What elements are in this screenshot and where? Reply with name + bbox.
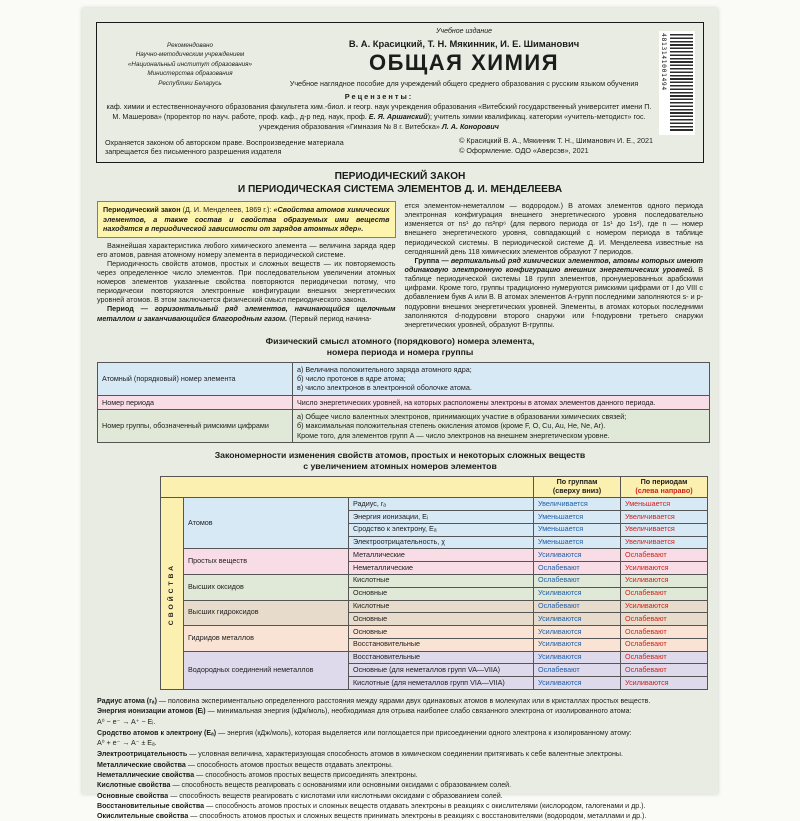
trends-table — [160, 476, 708, 690]
reviewers-label: Рецензенты: — [344, 92, 414, 102]
trends-header-by-groups — [534, 476, 621, 498]
text-segment: Периодический закон — [103, 205, 183, 214]
definition-item — [97, 749, 703, 759]
trend-by-periods-value: Ослабевают — [621, 626, 708, 639]
trends-property: Сродство к электрону, Eₐ — [349, 523, 534, 536]
definition-term: Неметаллические свойства — [97, 770, 197, 779]
periodic-law-box — [97, 201, 396, 238]
definition-text: — способность веществ реагировать с кислотами или кислотными оксидами с образованием солей. — [170, 791, 503, 800]
trend-by-groups-value: Ослабевают — [534, 574, 621, 587]
trends-property: Электроотрицательность, χ — [349, 536, 534, 549]
trends-table-row — [161, 600, 708, 613]
trend-by-periods-value: Увеличивается — [621, 523, 708, 536]
definition-term: Энергия ионизации атомов (Eᵢ) — [97, 707, 208, 716]
trend-by-groups-value: Ослабевают — [534, 562, 621, 575]
trends-header-by-periods — [621, 476, 708, 498]
intro-column-left — [97, 201, 396, 329]
study-card — [82, 8, 718, 821]
definition-term: Основные свойства — [97, 791, 171, 800]
trends-property: Кислотные — [349, 574, 534, 587]
text-segment: (Первый период начина- — [287, 313, 372, 323]
text-segment: Периодичность свойств атомов, простых и сложных веществ — их повторяемость через определенное число элементов. При последовательном увеличении атомных номеров элементов указанные свойства повторяются периодически потому, что периодически повторяются электронные конфигурации внешних энергетических уровней атомов. В этом заключается физический смысл периодического закона. — [97, 258, 396, 305]
trends-property: Основные — [349, 613, 534, 626]
edition-note: Учебное издание — [436, 28, 492, 35]
trends-group-label: Высших гидроксидов — [184, 600, 349, 626]
by-periods-label: По периодам — [640, 477, 688, 487]
trends-property: Кислотные — [349, 600, 534, 613]
trends-header-row — [161, 476, 708, 498]
text-segment: Е. Я. Аршанский — [368, 111, 428, 121]
meaning-table-row — [98, 362, 710, 395]
trends-property: Восстановительные — [349, 638, 534, 651]
paragraph — [97, 259, 396, 305]
meaning-row-text: а) Величина положительного заряда атомного ядра; б) число протонов в ядре атома; в) число электронов в электронной оболочке атома. — [293, 362, 710, 395]
meaning-row-label: Номер периода — [98, 395, 293, 409]
text-segment: Группа — — [414, 255, 451, 265]
definition-term: Сродство атомов к электрону (Eₐ) — [97, 728, 219, 737]
trend-by-periods-value: Ослабевают — [621, 664, 708, 677]
text-segment: каф. химии и естественнонаучного образования факультета хим.-биол. и геогр. наук учреждения образования «Витебский государственный университет имени П. М. Машерова» (проректор по науч. работе, проф. каф., д-р пед. наук, проф. — [106, 102, 652, 121]
trends-table-row — [161, 626, 708, 639]
authors: В. А. Красицкий, Т. Н. Мякинник, И. Е. Шиманович — [348, 38, 580, 49]
definition-formula: A⁰ + e⁻ → A⁻ ± Eₐ. — [97, 739, 157, 748]
section-title-line1: ПЕРИОДИЧЕСКИЙ ЗАКОН — [334, 170, 466, 182]
trend-by-groups-value: Усиливаются — [534, 613, 621, 626]
trends-table-row — [161, 498, 708, 511]
trend-by-groups-value: Усиливаются — [534, 587, 621, 600]
trends-group-label: Гидридов металлов — [184, 626, 349, 652]
meaning-row-label: Номер группы, обозначенный римскими цифрами — [98, 410, 293, 443]
trends-property: Кислотные (для неметаллов групп VIA—VIIA) — [349, 677, 534, 690]
barcode-number: 4813141001494 — [660, 33, 668, 91]
trends-group-label: Высших оксидов — [184, 574, 349, 600]
definition-item — [97, 801, 703, 811]
title-block — [275, 28, 653, 88]
trends-property: Основные — [349, 587, 534, 600]
meaning-table-title-line1: Физический смысл атомного (порядкового) номера элемента, — [265, 335, 535, 346]
section-title-line2: И ПЕРИОДИЧЕСКАЯ СИСТЕМА ЭЛЕМЕНТОВ Д. И. МЕНДЕЛЕЕВА — [237, 183, 563, 195]
definition-text: — способность веществ реагировать с основаниями или основными оксидами с образованием солей. — [172, 781, 512, 790]
definition-term: Электроотрицательность — [97, 750, 190, 759]
definition-text: — половина экспериментально определенного расстояния между ядрами двух одинаковых атомов в молекулах или в кристаллах простых веществ. — [158, 697, 651, 706]
text-segment: Л. А. Конорович — [441, 121, 499, 131]
text-segment: горизонтальный ряд элементов, начинающийся щелочным металлом и заканчивающийся благородным газом. — [97, 304, 396, 323]
meaning-table-title-line2: номера периода и номера группы — [326, 347, 474, 358]
trends-table-title-line2: с увеличением атомных номеров элементов — [303, 461, 497, 472]
imprint-bottom-row — [105, 136, 653, 156]
by-groups-label: По группам — [556, 477, 598, 487]
definition-term: Радиус атома (rₐ) — [97, 697, 159, 706]
meaning-row-text: Число энергетических уровней, на которых расположены электроны в атомах элементов данного периода. — [293, 395, 710, 409]
meaning-table-row — [98, 395, 710, 409]
trend-by-periods-value: Увеличивается — [621, 511, 708, 524]
meaning-table — [97, 362, 710, 444]
definition-item — [97, 770, 703, 780]
trends-property: Неметаллические — [349, 562, 534, 575]
trend-by-periods-value: Ослабевают — [621, 613, 708, 626]
definition-text: — способность атомов простых веществ присоединять электроны. — [196, 770, 418, 779]
trends-table-row — [161, 549, 708, 562]
trend-by-periods-value: Усиливаются — [621, 600, 708, 613]
text-segment: «Свойства атомов химических элементов, а также состав и свойства образуемых ими веществ находятся в периодической зависимости от зарядов атомных ядер». — [103, 205, 390, 233]
definition-item — [97, 780, 703, 790]
definition-text: — способность атомов простых и сложных веществ отдавать электроны в реакциях с окислителями (кислородом, галогенами и др.). — [206, 801, 646, 810]
definition-text: — энергия (кДж/моль), которая выделяется или поглощается при присоединении одного электрона к изолированному атому: — [218, 728, 632, 737]
paragraph — [405, 201, 704, 256]
paragraph — [97, 304, 396, 322]
trend-by-groups-value: Усиливаются — [534, 638, 621, 651]
definition-item — [97, 706, 703, 716]
copyright-lines: © Красицкий В. А., Мякинник Т. Н., Шиманович И. Е., 2021 © Оформление. ОДО «Аверсэв», 2021 — [459, 136, 653, 156]
trends-property: Основные — [349, 626, 534, 639]
meaning-row-label: Атомный (порядковый) номер элемента — [98, 362, 293, 395]
definition-term: Окислительные свойства — [97, 812, 191, 821]
trend-by-periods-value: Усиливаются — [621, 574, 708, 587]
intro-columns — [97, 201, 703, 329]
meaning-table-row — [98, 410, 710, 443]
trends-table-title-line1: Закономерности изменения свойств атомов, простых и некоторых сложных веществ — [214, 450, 586, 461]
definition-item — [97, 791, 703, 801]
trends-table-row — [161, 574, 708, 587]
trends-property: Восстановительные — [349, 651, 534, 664]
trends-table-row — [161, 651, 708, 664]
text-segment: В таблице периодической системы 18 групп элементов, пронумерованных арабскими цифрами. Кроме того, группы традиционно нумеруются римскими цифрами от I до VIII с добавлением букв А или В. В атомах элементов А-групп последними заполняются s- и p-подуровни внешних энергетических уровней. Элементы, в атомах которых последними заполняются d-подуровни второго снаружи или f-подуровни третьего снаружи энергетических уровней, образуют В-группы. — [404, 264, 703, 329]
definition-item — [97, 760, 703, 770]
meaning-row-text: а) Общее число валентных электронов, принимающих участие в образовании химических связей; б) максимальная положительная степень окисления атомов (кроме F, O, Cu, Au, He, Ne, Ar). Кроме того, для элементов групп А — число электронов на внешнем энергетическом уровне. — [293, 410, 710, 443]
trend-by-periods-value: Ослабевают — [621, 638, 708, 651]
trends-table-title — [82, 450, 718, 473]
trends-group-label: Атомов — [184, 498, 349, 549]
trends-group-label: Водородных соединений неметаллов — [184, 651, 349, 689]
text-segment: вертикальный ряд химических элементов, атомы которых имеют одинаковую электронную конфигурацию внешних энергетических уровней. — [404, 255, 703, 274]
trend-by-periods-value: Ослабевают — [621, 587, 708, 600]
text-segment: (Д. И. Менделеев, 1869 г.): — [182, 205, 274, 214]
trend-by-groups-value: Уменьшается — [534, 511, 621, 524]
trend-by-periods-value: Ослабевают — [621, 549, 708, 562]
barcode-bars-icon — [670, 34, 693, 132]
trend-by-groups-value: Усиливаются — [534, 549, 621, 562]
intro-column-right — [405, 201, 704, 329]
trend-by-groups-value: Уменьшается — [534, 523, 621, 536]
trend-by-periods-value: Ослабевают — [621, 651, 708, 664]
text-segment: ); учитель химии квалификац. категории «учитель-методист» гос. учреждения образования «Гимназия № 8 г. Витебска» — [259, 111, 646, 131]
trend-by-periods-value: Усиливаются — [621, 677, 708, 690]
book-subtitle: Учебное наглядное пособие для учреждений общего среднего образования с русским языком обучения — [289, 79, 639, 88]
meaning-table-title — [82, 336, 718, 359]
trend-by-groups-value: Усиливаются — [534, 626, 621, 639]
text-segment: Важнейшая характеристика любого химического элемента — величина заряда ядер его атомов, равная атомному номеру элемента в периодической системе. — [97, 240, 396, 259]
trend-by-groups-value: Усиливаются — [534, 677, 621, 690]
definition-item — [97, 728, 703, 738]
by-groups-direction: (сверху вниз) — [552, 486, 602, 496]
definition-text: — способность атомов простых и сложных веществ принимать электроны в реакциях с восстановителями (водородом, металлами и др.). — [190, 812, 647, 821]
trends-group-label: Простых веществ — [184, 549, 349, 575]
trends-property: Энергия ионизации, Eᵢ — [349, 511, 534, 524]
definitions-list — [97, 696, 703, 821]
trend-by-groups-value: Усиливаются — [534, 651, 621, 664]
paragraph — [405, 256, 704, 329]
trend-by-groups-value: Ослабевают — [534, 600, 621, 613]
definition-term: Кислотные свойства — [97, 781, 173, 790]
section-title — [82, 170, 718, 197]
copyright-protection-note: Охраняется законом об авторском праве. Воспроизведение материала запрещается без письменного разрешения издателя — [105, 137, 344, 157]
reviewers-text — [105, 102, 653, 131]
text-segment: Период — — [107, 304, 155, 314]
trends-property: Радиус, rₐ — [349, 498, 534, 511]
trend-by-periods-value: Увеличивается — [621, 536, 708, 549]
recommendation-note: Рекомендовано Научно-методическим учреждением «Национальный институт образования» Министерства образования Республики Беларусь — [127, 42, 253, 87]
definition-item — [97, 696, 703, 706]
by-periods-direction: (слева направо) — [635, 486, 693, 496]
definition-term: Металлические свойства — [97, 760, 188, 769]
definition-item — [97, 811, 703, 821]
text-segment: ется элементом-неметаллом — водородом.) В атомах элементов одного периода электронная конфигурация внешнего энергетического уровня последовательно изменяется от ns¹ до ns²np⁶ (для первого периода от 1s¹ до 1s²), где n — номер внешнего энергетического уровня, совпадающий с номером периода в таблице периодической системы. В периодической системе Д. И. Менделеева известные на сегодняшний день 118 химических элементов образуют 7 периодов. — [404, 201, 703, 256]
trend-by-periods-value: Усиливаются — [621, 562, 708, 575]
paragraph — [97, 241, 396, 259]
definition-text: — способность атомов простых веществ отдавать электроны. — [187, 760, 393, 769]
trend-by-groups-value: Уменьшается — [534, 536, 621, 549]
definition-formula: A⁰ − e⁻ → A⁺ − Eᵢ. — [97, 717, 156, 726]
trends-property: Основные (для неметаллов групп VA—VIIA) — [349, 664, 534, 677]
book-title: ОБЩАЯ ХИМИЯ — [368, 50, 560, 75]
barcode — [659, 31, 695, 135]
trend-by-groups-value: Увеличивается — [534, 498, 621, 511]
trends-header-empty-cell — [161, 476, 534, 498]
properties-vertical-label: СВОЙСТВА — [167, 562, 175, 625]
definition-text: — минимальная энергия (кДж/моль), необходимая для отрыва наиболее слабо связанного электрона от изолированного атома: — [207, 707, 632, 716]
trends-property: Металлические — [349, 549, 534, 562]
definition-text: — условная величина, характеризующая способность атомов в химическом соединении притягивать к себе валентные электроны. — [189, 750, 623, 759]
imprint-top-row — [105, 28, 653, 88]
definition-term: Восстановительные свойства — [97, 801, 207, 810]
trend-by-periods-value: Уменьшается — [621, 498, 708, 511]
properties-side-band — [161, 498, 184, 690]
trend-by-groups-value: Ослабевают — [534, 664, 621, 677]
imprint-header — [96, 22, 704, 163]
